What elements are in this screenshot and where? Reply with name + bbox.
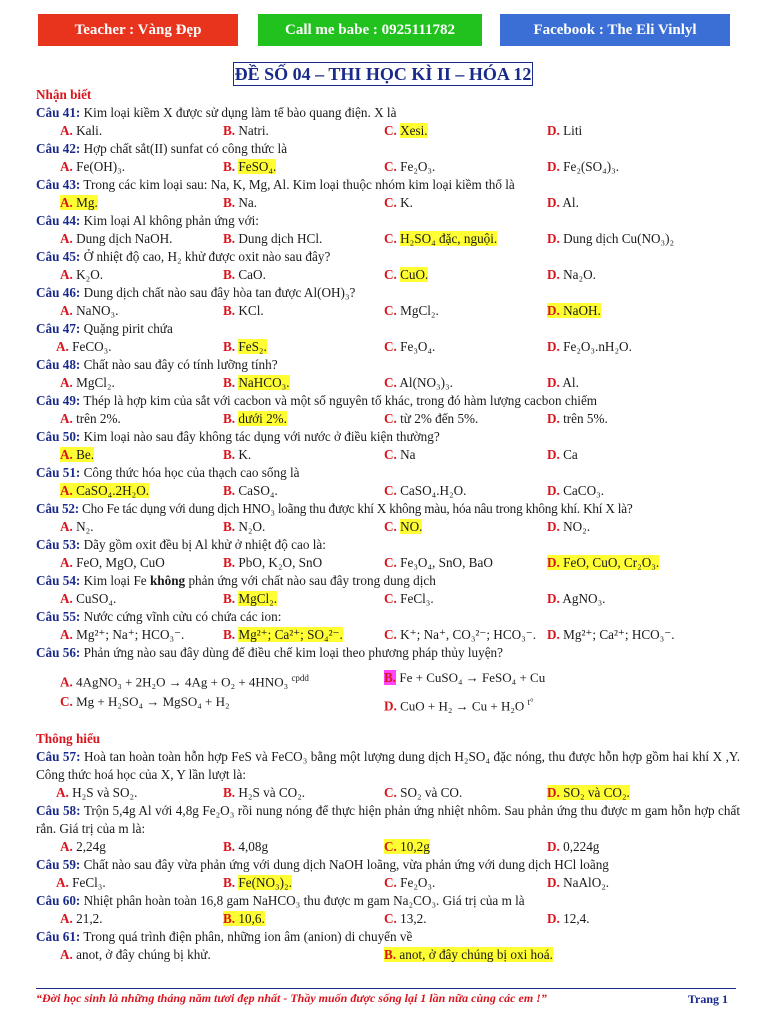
option-d: D. Al.: [547, 375, 579, 390]
option-a: A. CaSO₄.2H₂O.: [60, 483, 150, 498]
options-52: [36, 518, 740, 536]
option-a: A. Mg.: [60, 195, 98, 210]
option-d: D. NO₂.: [547, 519, 591, 534]
page-title: ĐỀ SỐ 04 – THI HỌC KÌ II – HÓA 12: [233, 62, 533, 86]
option-c: C. MgCl₂.: [384, 303, 439, 318]
options-51: [36, 482, 740, 500]
option-b: B. FeSO₄.: [223, 159, 277, 174]
options-55: [36, 626, 740, 644]
option-b: B. K.: [223, 447, 252, 462]
question-48: [36, 356, 740, 374]
page-number: Trang 1: [687, 992, 728, 1006]
option-a: A. FeO, MgO, CuO: [60, 555, 165, 570]
question-number: Câu 58:: [36, 803, 81, 818]
options-46: [36, 302, 740, 320]
option-a: A. 4AgNO₃ + 2H₂O → 4Ag + O₂ + 4HNO₃ $^{cpdd}$: [60, 673, 309, 690]
option-b: B. FeS₂.: [223, 339, 267, 354]
question-number: Câu 44:: [36, 213, 81, 228]
option-d: D. trên 5%.: [547, 411, 608, 426]
question-text: Chất nào sau đây vừa phản ứng với dung dịch NaOH loãng, vừa phản ứng với dung dịch HCl loãng: [83, 857, 609, 872]
option-d: D. SO₂ và CO₂.: [547, 785, 630, 800]
option-c: C. Mg + H₂SO₄ → MgSO₄ + H₂: [60, 694, 230, 709]
option-c: C. NO.: [384, 519, 423, 534]
question-47: [36, 320, 740, 338]
option-b: B. Fe + CuSO₄ → FeSO₄ + Cu: [384, 670, 546, 685]
option-a: A. FeCl₃.: [56, 875, 106, 890]
options-48: [36, 374, 740, 392]
question-60: [36, 892, 740, 910]
section-heading-nhan-biet: Nhận biết: [36, 87, 92, 102]
option-c: C. từ 2% đến 5%.: [384, 411, 479, 426]
option-d: D. Fe₂O₃.nH₂O.: [547, 339, 632, 354]
option-a: A. Be.: [60, 447, 95, 462]
page-footer: [36, 988, 736, 1006]
call-banner: Call me babe : 0925111782: [258, 14, 482, 46]
option-c: C. Fe₂O₃.: [384, 875, 436, 890]
question-text: Chất nào sau đây có tính lưỡng tính?: [83, 357, 278, 372]
question-text: Thép là hợp kim của sắt với cacbon và một số nguyên tố khác, trong đó hàm lượng cacbon chiếm: [83, 393, 598, 408]
option-d: D. Mg²⁺; Ca²⁺; HCO₃⁻.: [547, 627, 675, 642]
question-text: Kim loại Fe không phản ứng với chất nào sau đây trong dung dịch: [83, 573, 436, 588]
option-d: D. FeO, CuO, Cr₂O₃.: [547, 555, 660, 570]
question-text: Hợp chất sắt(II) sunfat có công thức là: [83, 141, 288, 156]
options-50: [36, 446, 740, 464]
question-text: Dãy gồm oxit đều bị Al khử ở nhiệt độ cao là:: [83, 537, 326, 552]
question-number: Câu 51:: [36, 465, 81, 480]
question-52: [36, 500, 740, 518]
question-55: [36, 608, 740, 626]
option-a: A. FeCO₃.: [56, 339, 112, 354]
question-49: [36, 392, 740, 410]
option-b: B. H₂S và CO₂.: [223, 785, 306, 800]
question-number: Câu 41:: [36, 105, 81, 120]
question-51: [36, 464, 740, 482]
option-a: A. trên 2%.: [60, 411, 121, 426]
question-number: Câu 59:: [36, 857, 81, 872]
options-56-row2: [36, 690, 740, 714]
option-c: C. Fe₃O₄.: [384, 339, 436, 354]
option-d: D. AgNO₃.: [547, 591, 606, 606]
option-a: A. Dung dịch NaOH.: [60, 231, 173, 246]
options-58: [36, 838, 740, 856]
option-b: B. N₂O.: [223, 519, 266, 534]
equation-a: 4AgNO₃ + 2H₂O → 4Ag + O₂ + 4HNO₃: [76, 674, 289, 690]
question-number: Câu 48:: [36, 357, 81, 372]
option-c: C. SO₂ và CO.: [384, 785, 463, 800]
options-47: [36, 338, 740, 356]
question-61: [36, 928, 740, 946]
question-text: Phản ứng nào sau đây dùng để điều chế kim loại theo phương pháp thủy luyện?: [83, 645, 503, 660]
question-41: [36, 104, 740, 122]
question-54: [36, 572, 740, 590]
option-a: A. Fe(OH)₃.: [60, 159, 126, 174]
option-c: C. FeCl₃.: [384, 591, 434, 606]
question-number: Câu 42:: [36, 141, 81, 156]
option-d: D. 12,4.: [547, 911, 590, 926]
question-56: [36, 644, 740, 662]
question-42: [36, 140, 740, 158]
question-text: Trong các kim loại sau: Na, K, Mg, Al. Kim loại thuộc nhóm kim loại kiềm thổ là: [83, 177, 515, 192]
option-a: A. CuSO₄.: [60, 591, 117, 606]
footer-quote: “Đời học sinh là những tháng năm tươi đẹp nhất - Thầy muốn được sống lại 1 lần nữa cùng các em !”: [36, 991, 547, 1005]
equation-c: Mg + H₂SO₄ → MgSO₄ + H₂: [76, 694, 230, 709]
question-number: Câu 47:: [36, 321, 81, 336]
question-text: Trộn 5,4g Al với 4,8g Fe₂O₃ rồi nung nóng để thực hiện phản ứng nhiệt nhôm. Sau phản ứng thu được m gam hỗn hợp chất rắn. Giá trị của m là:: [36, 803, 741, 836]
question-number: Câu 54:: [36, 573, 81, 588]
question-58: [36, 802, 740, 838]
options-44: [36, 230, 740, 248]
option-d: D. Dung dịch Cu(NO₃)₂: [547, 231, 675, 246]
question-number: Câu 60:: [36, 893, 81, 908]
question-46: [36, 284, 740, 302]
option-c: C. Fe₃O₄, SnO, BaO: [384, 555, 493, 570]
question-text: Cho Fe tác dụng với dung dịch HNO₃ loãng thu được khí X không màu, hóa nâu trong không khí. Khí X là?: [82, 501, 633, 516]
condition-d: t°: [527, 697, 534, 707]
option-c: C. K⁺; Na⁺, CO₃²⁻; HCO₃⁻.: [384, 627, 536, 642]
option-a: A. anot, ở đây chúng bị khử.: [60, 947, 211, 962]
question-57: [36, 748, 740, 784]
option-a: A. NaNO₃.: [60, 303, 119, 318]
option-c: C. Na: [384, 447, 416, 462]
question-text: Trong quá trình điện phân, những ion âm (anion) di chuyển về: [83, 929, 413, 944]
option-d: D. NaOH.: [547, 303, 601, 318]
options-53: [36, 554, 740, 572]
question-number: Câu 49:: [36, 393, 81, 408]
question-44: [36, 212, 740, 230]
question-text: Công thức hóa học của thạch cao sống là: [83, 465, 300, 480]
option-d: D. CaCO₃.: [547, 483, 604, 498]
question-text: Nước cứng vĩnh cửu có chứa các ion:: [83, 609, 282, 624]
option-a: A. Kali.: [60, 123, 103, 138]
option-d: D. CuO + H₂ → Cu + H₂O $^{t^\circ}$: [384, 697, 534, 714]
option-a: A. 2,24g: [60, 839, 106, 854]
option-b: B. Natri.: [223, 123, 269, 138]
option-d: D. NaAlO₂.: [547, 875, 610, 890]
question-text: Quặng pirit chứa: [83, 321, 173, 336]
option-b: B. Na.: [223, 195, 258, 210]
option-b: B. 4,08g: [223, 839, 269, 854]
options-61: [36, 946, 740, 964]
options-41: [36, 122, 740, 140]
question-text: Hoà tan hoàn toàn hỗn hợp FeS và FeCO₃ bằng một lượng dung dịch H₂SO₄ đặc nóng, thu được hỗn hợp gồm hai khí X ,Y. Công thức hoá học của X, Y lần lượt là:: [36, 749, 740, 782]
condition-a: cpdd: [291, 673, 309, 683]
question-number: Câu 50:: [36, 429, 81, 444]
option-b: B. MgCl₂.: [223, 591, 278, 606]
question-number: Câu 43:: [36, 177, 81, 192]
facebook-banner: Facebook : The Eli Vinlyl: [500, 14, 730, 46]
question-number: Câu 57:: [36, 749, 81, 764]
options-42: [36, 158, 740, 176]
option-a: A. H₂S và SO₂.: [56, 785, 138, 800]
option-c: C. CuO.: [384, 267, 429, 282]
option-d: D. Liti: [547, 123, 583, 138]
option-c: C. 13,2.: [384, 911, 427, 926]
question-50: [36, 428, 740, 446]
options-43: [36, 194, 740, 212]
section-heading-thong-hieu: Thông hiểu: [36, 731, 101, 746]
question-53: [36, 536, 740, 554]
option-b: B. CaSO₄.: [223, 483, 278, 498]
option-b: B. Mg²⁺; Ca²⁺; SO₄²⁻.: [223, 627, 343, 642]
question-number: Câu 52:: [36, 501, 79, 516]
options-45: [36, 266, 740, 284]
option-b: B. PbO, K₂O, SnO: [223, 555, 323, 570]
question-number: Câu 53:: [36, 537, 81, 552]
question-number: Câu 61:: [36, 929, 81, 944]
question-59: [36, 856, 740, 874]
options-56-row1: [36, 666, 740, 690]
question-43: [36, 176, 740, 194]
option-b: B. KCl.: [223, 303, 264, 318]
equation-b: Fe + CuSO₄ → FeSO₄ + Cu: [399, 670, 546, 685]
question-number: Câu 55:: [36, 609, 81, 624]
exam-content: [36, 86, 740, 964]
question-text: Kim loại Al không phản ứng với:: [83, 213, 259, 228]
question-text: Ở nhiệt độ cao, H₂ khử được oxit nào sau đây?: [83, 249, 331, 264]
options-54: [36, 590, 740, 608]
option-b: B. 10,6.: [223, 911, 265, 926]
options-60: [36, 910, 740, 928]
option-c: C. Fe₂O₃.: [384, 159, 436, 174]
option-b: B. dưới 2%.: [223, 411, 287, 426]
option-c: C. H₂SO₄ đặc, nguội.: [384, 231, 498, 246]
options-57: [36, 784, 740, 802]
option-d: D. Fe₂(SO₄)₃.: [547, 159, 620, 174]
question-number: Câu 45:: [36, 249, 81, 264]
option-a: A. N₂.: [60, 519, 94, 534]
question-text: Dung dịch chất nào sau đây hòa tan được Al(OH)₃?: [83, 285, 356, 300]
option-c: C. Al(NO₃)₃.: [384, 375, 453, 390]
equation-d: CuO + H₂ → Cu + H₂O: [400, 698, 525, 714]
option-d: D. Al.: [547, 195, 579, 210]
question-45: [36, 248, 740, 266]
question-text: Kim loại nào sau đây không tác dụng với nước ở điều kiện thường?: [83, 429, 440, 444]
option-d: D. Na₂O.: [547, 267, 596, 282]
options-59: [36, 874, 740, 892]
option-d: D. 0,224g: [547, 839, 600, 854]
option-c: C. 10,2g: [384, 839, 430, 854]
teacher-banner: Teacher : Vàng Đẹp: [38, 14, 238, 46]
option-a: A. K₂O.: [60, 267, 104, 282]
option-c: C. Xesi.: [384, 123, 428, 138]
option-c: C. CaSO₄.H₂O.: [384, 483, 467, 498]
options-49: [36, 410, 740, 428]
option-d: D. Ca: [547, 447, 578, 462]
option-b: B. anot, ở đây chúng bị oxi hoá.: [384, 947, 553, 962]
option-a: A. Mg²⁺; Na⁺; HCO₃⁻.: [60, 627, 185, 642]
option-a: A. MgCl₂.: [60, 375, 115, 390]
option-a: A. 21,2.: [60, 911, 103, 926]
option-b: B. NaHCO₃.: [223, 375, 290, 390]
option-b: B. Dung dịch HCl.: [223, 231, 323, 246]
option-b: B. Fe(NO₃)₂.: [223, 875, 292, 890]
question-text: Nhiệt phân hoàn toàn 16,8 gam NaHCO₃ thu được m gam Na₂CO₃. Giá trị của m là: [83, 893, 525, 908]
option-c: C. K.: [384, 195, 413, 210]
question-number: Câu 46:: [36, 285, 81, 300]
question-number: Câu 56:: [36, 645, 81, 660]
option-b: B. CaO.: [223, 267, 266, 282]
question-text: Kim loại kiềm X được sử dụng làm tế bào quang điện. X là: [83, 105, 397, 120]
